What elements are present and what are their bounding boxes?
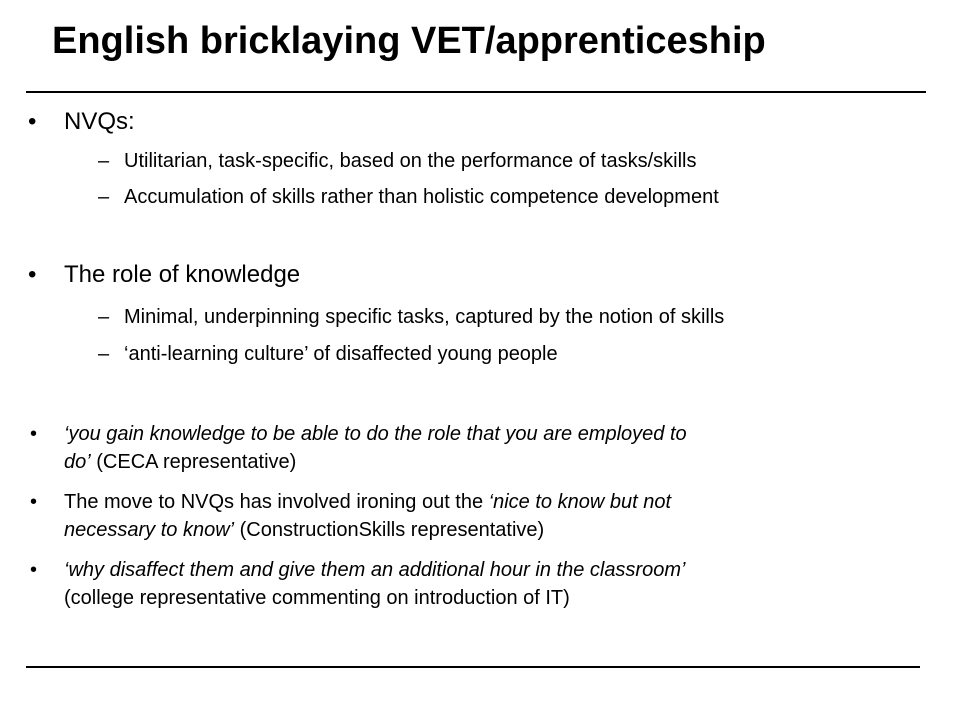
quote-attribution: (ConstructionSkills representative) bbox=[234, 519, 545, 541]
quote-text: ‘why disaffect them and give them an additional hour in the classroom’ bbox=[64, 559, 686, 581]
slide-title: English bricklaying VET/apprenticeship bbox=[52, 20, 766, 62]
bullet-marker: • bbox=[28, 261, 37, 288]
quote-constructionskills bbox=[64, 488, 924, 544]
sub-item: Utilitarian, task-specific, based on the performance of tasks/skills bbox=[124, 150, 697, 172]
bullet-marker: • bbox=[28, 108, 37, 135]
quote-text: necessary to know’ bbox=[64, 519, 235, 541]
footer-divider bbox=[26, 666, 920, 668]
sub-item: ‘anti-learning culture’ of disaffected young people bbox=[124, 343, 558, 365]
dash-marker: – bbox=[98, 150, 110, 172]
dash-marker: – bbox=[98, 306, 110, 328]
bullet-marker: • bbox=[30, 559, 38, 581]
dash-marker: – bbox=[98, 343, 110, 365]
dash-marker: – bbox=[98, 186, 110, 208]
bullet-marker: • bbox=[30, 423, 38, 445]
sub-item: Accumulation of skills rather than holistic competence development bbox=[124, 186, 719, 208]
quote-lead-text: The move to NVQs has involved ironing out the bbox=[64, 491, 489, 513]
quote-attribution: (CECA representative) bbox=[90, 451, 297, 473]
quote-text: do’ bbox=[64, 451, 91, 473]
sub-item: Minimal, underpinning specific tasks, captured by the notion of skills bbox=[124, 306, 725, 328]
quote-text: ‘you gain knowledge to be able to do the role that you are employed to bbox=[64, 423, 687, 445]
quote-college bbox=[64, 556, 924, 612]
title-divider bbox=[26, 91, 926, 93]
bullet-marker: • bbox=[30, 491, 38, 513]
quote-attribution: (college representative commenting on introduction of IT) bbox=[64, 587, 570, 609]
quote-ceca bbox=[64, 420, 924, 476]
section-heading-nvqs: NVQs: bbox=[64, 108, 135, 135]
quote-text: ‘nice to know but not bbox=[488, 491, 672, 513]
section-heading-knowledge: The role of knowledge bbox=[64, 261, 301, 288]
